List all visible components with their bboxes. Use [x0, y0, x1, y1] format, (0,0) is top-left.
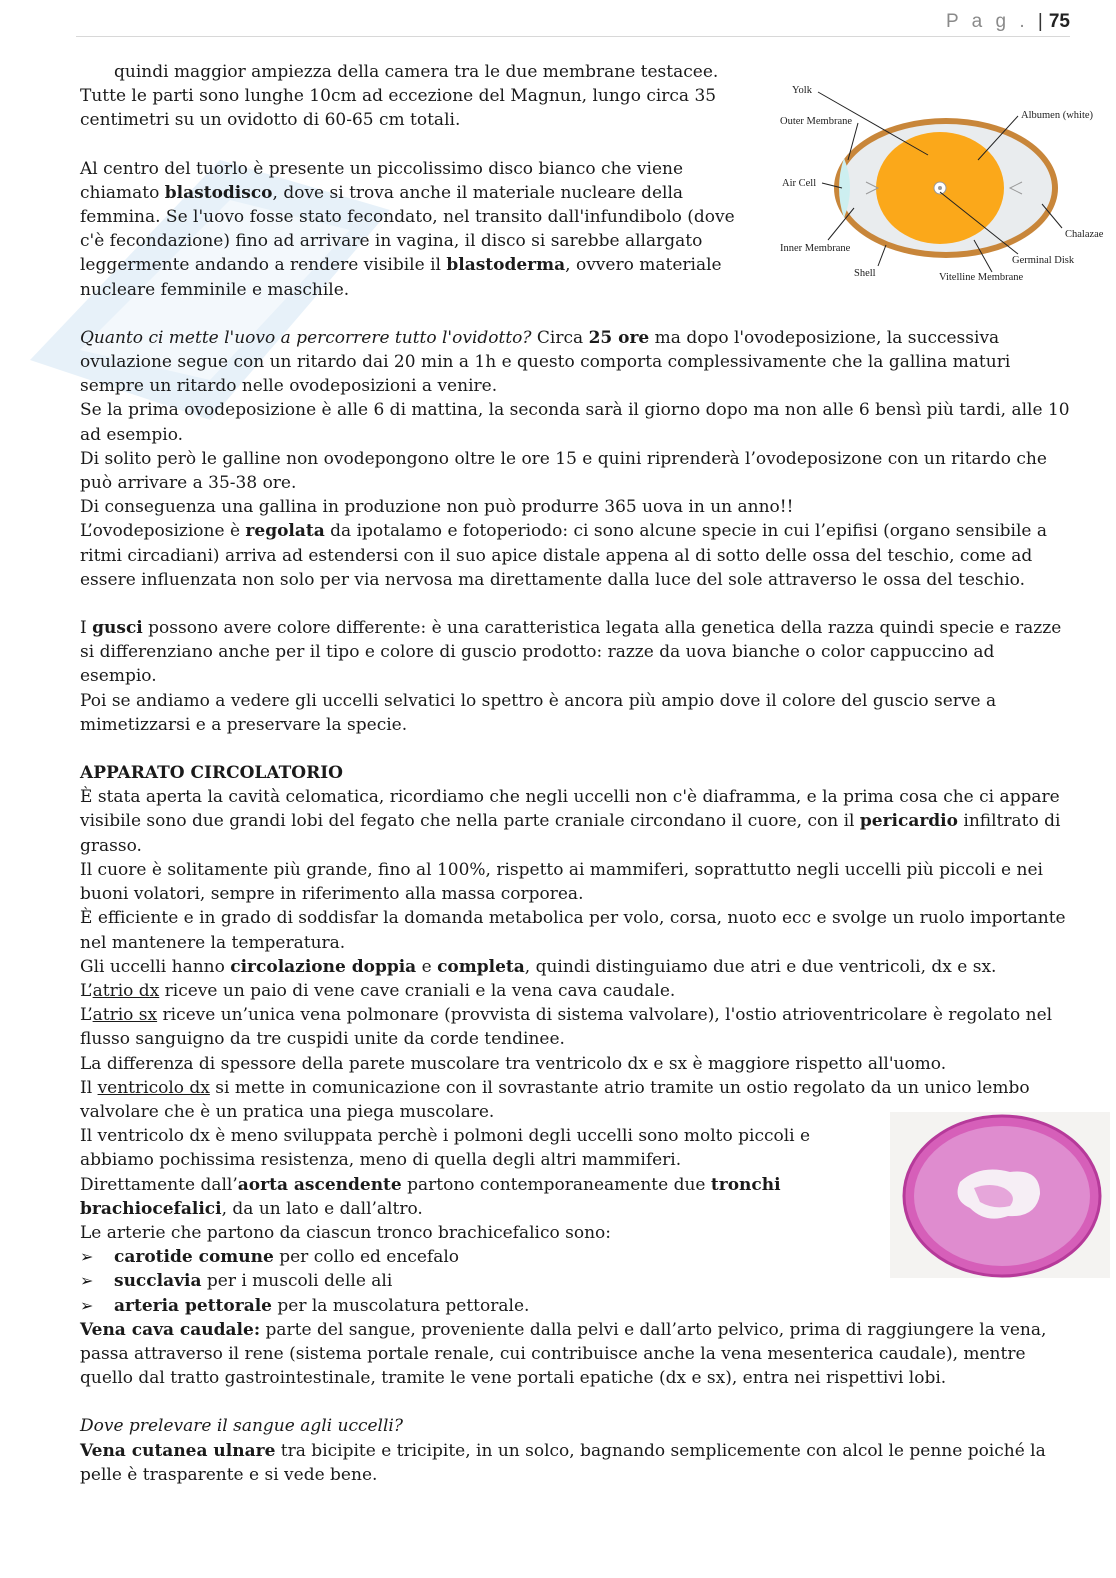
text-line: Il ventricolo dx si mette in comunicazione con il sovrastante atrio tramite un ostio regolato da un unico lembo valvolare che è un pratica una piega muscolare. — [80, 1077, 1030, 1122]
text-line: Poi se andiamo a vedere gli uccelli selvatici lo spettro è ancora più ampio dove il colore del guscio serve a mimetizzarsi e a preservare la specie. — [80, 690, 997, 735]
page-body — [80, 60, 1072, 1487]
text-line: È efficiente e in grado di soddisfar la domanda metabolica per volo, corsa, nuoto ecc e svolge un ruolo importante nel mantenere la temperatura. — [80, 908, 1066, 953]
label-air-cell: Air Cell — [782, 178, 817, 189]
paragraph-ovidotto: Quanto ci mette l'uovo a percorrere tutto l'ovidotto? Circa 25 ore ma dopo l'ovodeposizione, la successiva ovulazione segue con un ritardo dai 20 min a 1h e questo comporta complessivamente che la gallina maturi sempre un ritardo nelle ovodeposizioni a venire. — [80, 327, 1011, 397]
page-header — [946, 10, 1070, 34]
label-yolk: Yolk — [792, 85, 812, 96]
label-chalazae: Chalazae — [1065, 229, 1104, 240]
paragraph-regolata: L’ovodeposizione è regolata da ipotalamo e fotoperiodo: ci sono alcune specie in cui l’epifisi (organo sensibile a ritmi circadiani) arriva ad estendersi con il suo apice distale appena al di sotto delle ossa del teschio, come ad essere influenzata non solo per via nervosa ma direttamente dalla luce del sole attraverso le ossa del teschio. — [80, 521, 1048, 590]
page-number: 75 — [1048, 11, 1070, 32]
text-line: L’atrio dx riceve un paio di vene cave craniali e la vena cava caudale. — [80, 980, 676, 1001]
text-line: Direttamente dall’aorta ascendente partono contemporaneamente due tronchi brachiocefalici, da un lato e dall’altro. — [80, 1174, 781, 1219]
label-shell: Shell — [854, 268, 876, 279]
text-line: Il ventricolo dx è meno sviluppata perchè i polmoni degli uccelli sono molto piccoli e abbiamo pochissima resistenza, meno di quella degli altri mammiferi. — [80, 1126, 811, 1171]
section-heading: APPARATO CIRCOLATORIO — [80, 763, 343, 784]
header-rule — [76, 36, 1070, 37]
text-line: Gli uccelli hanno circolazione doppia e completa, quindi distinguiamo due atri e due ventricoli, dx e sx. — [80, 956, 997, 977]
text-line: Se la prima ovodeposizione è alle 6 di mattina, la seconda sarà il giorno dopo ma non alle 6 bensì più tardi, alle 10 ad esempio. — [80, 400, 1070, 445]
list-item: ➢ arteria pettorale per la muscolatura pettorale. — [80, 1294, 1072, 1318]
text-line: quindi maggior ampiezza della camera tra le due membrane testacee. — [114, 62, 719, 82]
page-label: P a g . — [946, 11, 1029, 32]
paragraph-camera — [80, 60, 750, 133]
text-line: Dove prelevare il sangue agli uccelli? — [80, 1416, 403, 1437]
text-line: Di solito però le galline non ovodepongono oltre le ore 15 e quini riprenderà l’ovodeposizone con un ritardo che può arrivare a 35-38 ore. — [80, 448, 1047, 494]
text-line: Tutte le parti sono lunghe 10cm ad eccezione del Magnun, lungo circa 35 centimetri su un ovidotto di 60-65 cm totali. — [80, 86, 717, 131]
text-line: La differenza di spessore della parete muscolare tra ventricolo dx e sx è maggiore rispetto all'uomo. — [80, 1053, 947, 1074]
text-line: Vena cutanea ulnare tra bicipite e tricipite, in un solco, bagnando semplicemente con alcol le penne poiché la pelle è trasparente e si vede bene. — [80, 1440, 1046, 1485]
text-line: È stata aperta la cavità celomatica, ricordiamo che negli uccelli non c'è diaframma, e la prima cosa che ci appare visibile sono due grandi lobi del fegato che nella parte craniale circondano il cuore, con il pericardio infiltrato di grasso. — [80, 787, 1061, 856]
page-separator: | — [1037, 11, 1043, 32]
text-line: Vena cava caudale: parte del sangue, proveniente dalla pelvi e dall’arto pelvico, prima di raggiungere la vena, passa attraverso il rene (sistema portale renale, cui contribuisce anche la vena mesenterica caudale), mentre quello dal tratto gastrointestinale, tramite le vene portali epatiche (dx e sx), entra nei rispettivi lobi. — [80, 1319, 1047, 1389]
label-outer-membrane: Outer Membrane — [780, 116, 853, 127]
label-albumen: Albumen (white) — [1021, 110, 1094, 121]
paragraph-blastodisco: Al centro del tuorlo è presente un piccolissimo disco bianco che viene chiamato blastodisco, dove si trova anche il materiale nucleare della femmina. Se l'uovo fosse stato fecondato, nel transito dall'infundibolo (dove c'è fecondazione) fino ad arrivare in vagina, il disco si sarebbe allargato leggermente andando a rendere visibile il blastoderma, ovvero materiale nucleare femminile e maschile. — [80, 158, 735, 300]
list-item: ➢ carotide comune per collo ed encefalo — [80, 1245, 1072, 1269]
label-germinal-disk: Germinal Disk — [1012, 255, 1075, 266]
text-line: Di conseguenza una gallina in produzione non può produrre 365 uova in un anno!! — [80, 497, 794, 518]
label-inner-membrane: Inner Membrane — [780, 243, 851, 254]
text-line: L’atrio sx riceve un’unica vena polmonare (provvista di sistema valvolare), l'ostio atrioventricolare è regolato nel flusso sanguigno da tre cuspidi unite da corde tendinee. — [80, 1005, 1053, 1050]
text-line: Le arterie che partono da ciascun tronco brachicefalico sono: — [80, 1222, 611, 1243]
paragraph-gusci: I gusci possono avere colore differente: è una caratteristica legata alla genetica della razza quindi specie e razze si differenziano anche per il tipo e colore di guscio prodotto: razze da uova bianche o color cappuccino ad esempio. — [80, 618, 1062, 687]
text-line: Il cuore è solitamente più grande, fino al 100%, rispetto ai mammiferi, soprattutto negli uccelli più piccoli e nei buoni volatori, sempre in riferimento alla massa corporea. — [80, 859, 1043, 905]
list-item: ➢ succlavia per i muscoli delle ali — [80, 1269, 1072, 1293]
label-vitelline-membrane: Vitelline Membrane — [939, 272, 1024, 283]
artery-list — [80, 1245, 1072, 1318]
